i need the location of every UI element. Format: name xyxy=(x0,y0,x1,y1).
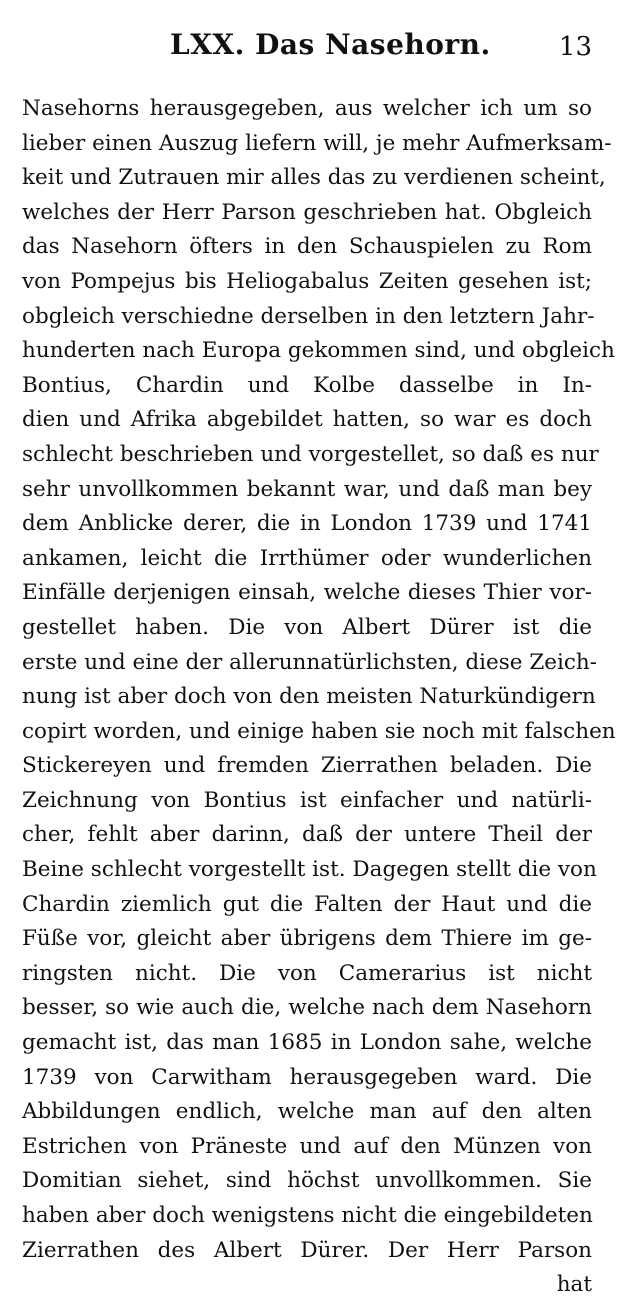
page-number: 13 xyxy=(558,32,592,62)
text-line: Einfälle derjenigen einsah, welche dieses Thier vor- xyxy=(22,580,592,606)
text-line: nung ist aber doch von den meisten Naturkündigern xyxy=(22,684,596,710)
text-line: erste und eine der allerunnatürlichsten, diese Zeich- xyxy=(22,649,598,675)
text-line: Abbildungen endlich, welche man auf den alten xyxy=(22,1099,592,1125)
text-line: lieber einen Auszug liefern will, je mehr Aufmerksam- xyxy=(22,130,612,156)
text-line: Beine schlecht vorgestellt ist. Dagegen stellt die von xyxy=(22,857,597,883)
text-line: keit und Zutrauen mir alles das zu verdienen scheint, xyxy=(22,165,606,191)
text-line: Chardin ziemlich gut die Falten der Haut und die xyxy=(22,891,592,917)
text-line: Estrichen von Präneste und auf den Münzen von xyxy=(22,1133,592,1159)
text-line: Nasehorns herausgegeben, aus welcher ich um so xyxy=(22,96,592,121)
text-line: Domitian siehet, sind höchst unvollkommen. Sie xyxy=(22,1168,592,1194)
body-text xyxy=(22,92,616,1303)
text-line: Zierrathen des Albert Dürer. Der Herr Parson xyxy=(22,1237,592,1263)
text-line: besser, so wie auch die, welche nach dem Nasehorn xyxy=(22,995,592,1021)
text-line: Zeichnung von Bontius ist einfacher und natürli- xyxy=(22,787,592,813)
text-line: dem Anblicke derer, die in London 1739 und 1741 xyxy=(22,511,592,537)
page-header xyxy=(0,28,628,64)
text-line: Füße vor, gleicht aber übrigens dem Thiere im ge- xyxy=(22,926,592,952)
text-line: gestellet haben. Die von Albert Dürer ist die xyxy=(22,614,592,640)
text-line: 1739 von Carwitham herausgegeben ward. Die xyxy=(22,1064,592,1090)
text-line: obgleich verschiedne derselben in den letztern Jahr- xyxy=(22,303,595,329)
text-line: Stickereyen und fremden Zierrathen beladen. Die xyxy=(22,753,592,779)
text-line: ringsten nicht. Die von Camerarius ist nicht xyxy=(22,960,592,986)
text-line: von Pompejus bis Heliogabalus Zeiten gesehen ist; xyxy=(22,268,592,294)
text-line: gemacht ist, das man 1685 in London sahe, welche xyxy=(22,1030,592,1056)
text-line: sehr unvollkommen bekannt war, und daß man bey xyxy=(22,476,592,502)
text-line: ankamen, leicht die Irrthümer oder wunderlichen xyxy=(22,545,592,571)
text-line: welches der Herr Parson geschrieben hat. Obgleich xyxy=(22,199,592,225)
text-line: hat xyxy=(556,1272,592,1298)
text-line: schlecht beschrieben und vorgestellet, so daß es nur xyxy=(22,441,599,467)
text-line: dien und Afrika abgebildet hatten, so war es doch xyxy=(22,407,592,433)
text-line: hunderten nach Europa gekommen sind, und obgleich xyxy=(22,338,615,364)
text-line: haben aber doch wenigstens nicht die eingebildeten xyxy=(22,1203,593,1228)
text-line: cher, fehlt aber darinn, daß der untere Theil der xyxy=(22,822,592,848)
text-line: Bontius, Chardin und Kolbe dasselbe in In- xyxy=(22,372,592,398)
text-line: copirt worden, und einige haben sie noch mit falschen xyxy=(22,718,616,744)
running-title: LXX. Das Nasehorn. xyxy=(170,28,491,61)
text-line: das Nasehorn öfters in den Schauspielen zu Rom xyxy=(22,234,592,260)
